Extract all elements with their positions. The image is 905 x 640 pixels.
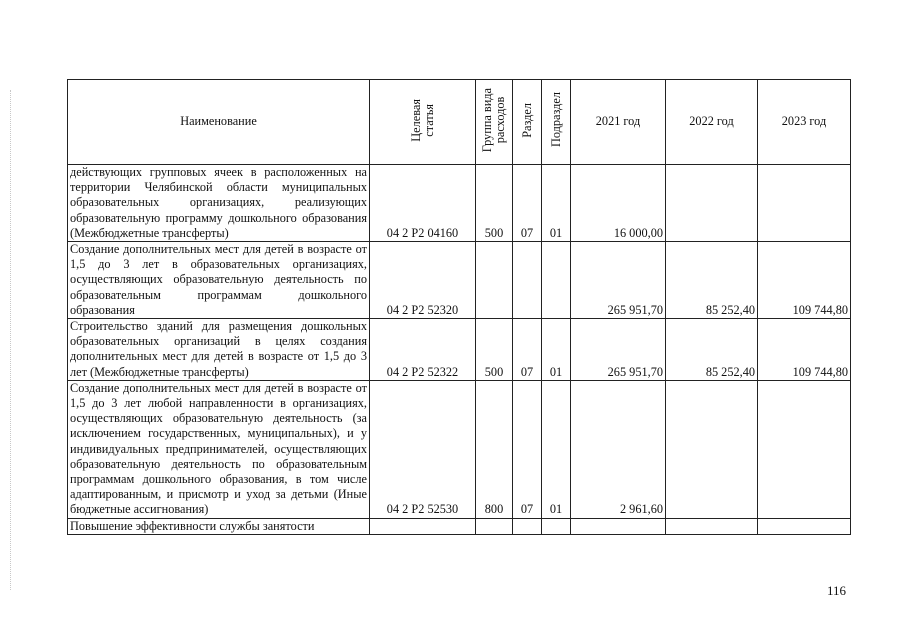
row-amount-2021: 265 951,70 [571, 319, 666, 381]
page-number: 116 [826, 583, 846, 598]
table-row [68, 319, 851, 381]
row-expense-group: 500 [476, 319, 513, 381]
row-amount-2023: 109 744,80 [758, 319, 851, 381]
row-amount-2023 [758, 518, 851, 534]
row-expense-group: 800 [476, 380, 513, 518]
row-section [513, 242, 542, 319]
row-amount-2022 [666, 380, 758, 518]
binding-margin-line [10, 90, 12, 590]
header-year-2022: 2022 год [666, 80, 758, 165]
row-name: Создание дополнительных мест для детей в возрасте от 1,5 до 3 лет в образовательных организациях, осуществляющих образовательную деятельность по образовательным программам дошкольного образования [68, 242, 370, 319]
header-name: Наименование [68, 80, 370, 165]
row-amount-2023: 109 744,80 [758, 242, 851, 319]
row-expense-group: 500 [476, 165, 513, 242]
row-section: 07 [513, 380, 542, 518]
row-subsection: 01 [542, 319, 571, 381]
table-row [68, 242, 851, 319]
row-amount-2023 [758, 165, 851, 242]
row-subsection: 01 [542, 165, 571, 242]
row-target-article: 04 2 Р2 52320 [370, 242, 476, 319]
table-row [68, 380, 851, 518]
header-year-2023: 2023 год [758, 80, 851, 165]
budget-table [67, 79, 851, 535]
row-amount-2021: 2 961,60 [571, 380, 666, 518]
row-amount-2022: 85 252,40 [666, 242, 758, 319]
row-subsection: 01 [542, 380, 571, 518]
row-subsection [542, 242, 571, 319]
header-expense-group: Группа вида расходов [476, 80, 513, 165]
row-expense-group [476, 242, 513, 319]
row-name: Повышение эффективности службы занятости [68, 518, 370, 534]
row-subsection [542, 518, 571, 534]
row-section: 07 [513, 165, 542, 242]
header-subsection: Подраздел [542, 80, 571, 165]
row-amount-2022: 85 252,40 [666, 319, 758, 381]
row-target-article [370, 518, 476, 534]
row-amount-2021 [571, 518, 666, 534]
row-name: Создание дополнительных мест для детей в возрасте от 1,5 до 3 лет любой направленности в организациях, осуществляющих образовательную деятельность (за исключением государственных, муниципальных), и у индивидуальных предпринимателей, осуществляющих образовательную деятельность по образовательным программам дошкольного образования, в том числе адаптированным, и присмотр и уход за детьми (Иные бюджетные ассигнования) [68, 380, 370, 518]
row-amount-2021: 16 000,00 [571, 165, 666, 242]
header-year-2021: 2021 год [571, 80, 666, 165]
row-section: 07 [513, 319, 542, 381]
table-row [68, 518, 851, 534]
table-row [68, 165, 851, 242]
table-header-row [68, 80, 851, 165]
header-section: Раздел [513, 80, 542, 165]
row-target-article: 04 2 Р2 04160 [370, 165, 476, 242]
row-amount-2022 [666, 165, 758, 242]
row-section [513, 518, 542, 534]
row-target-article: 04 2 Р2 52322 [370, 319, 476, 381]
row-amount-2021: 265 951,70 [571, 242, 666, 319]
row-name: Строительство зданий для размещения дошкольных образовательных организаций в целях создания дополнительных мест для детей в возрасте от 1,5 до 3 лет (Межбюджетные трансферты) [68, 319, 370, 381]
row-target-article: 04 2 Р2 52530 [370, 380, 476, 518]
header-target-article: Целевая статья [370, 80, 476, 165]
row-amount-2023 [758, 380, 851, 518]
row-expense-group [476, 518, 513, 534]
row-name: действующих групповых ячеек в расположенных на территории Челябинской области муниципальных образовательных организациях, реализующих образовательную программу дошкольного образования (Межбюджетные трансферты) [68, 165, 370, 242]
row-amount-2022 [666, 518, 758, 534]
